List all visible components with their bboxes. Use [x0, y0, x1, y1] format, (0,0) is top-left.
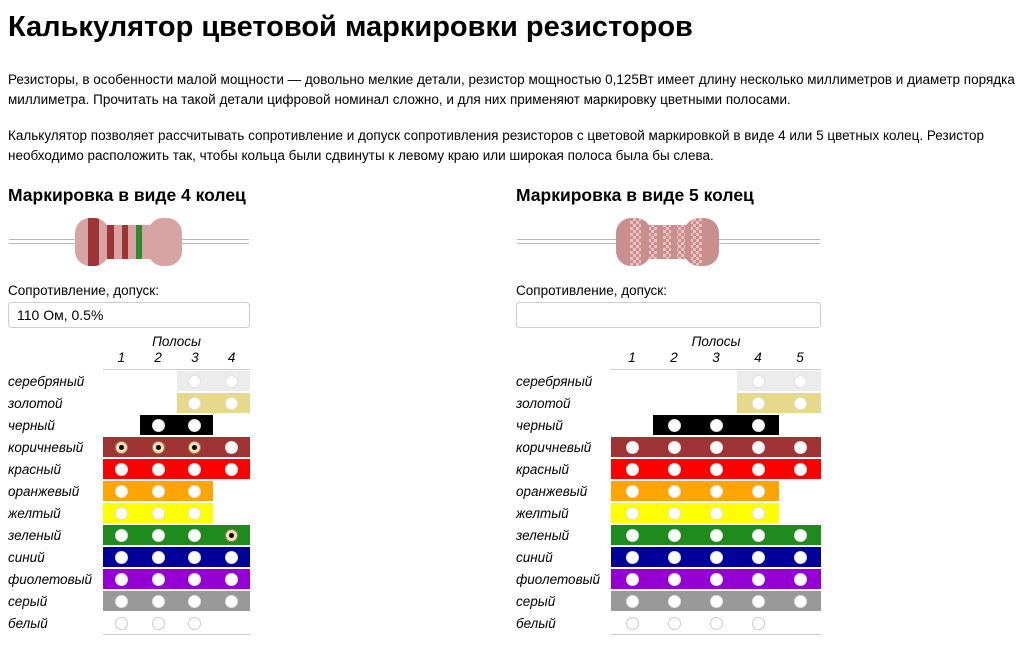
color-row-red: [8, 458, 250, 480]
color-row-gold: [8, 392, 250, 414]
calculators-row: [8, 186, 1024, 635]
color-label-green: зеленый: [516, 527, 570, 543]
band-radio-gray-2[interactable]: [668, 595, 681, 608]
band-radio-gold-3[interactable]: [188, 397, 201, 410]
resistance-label-5: Сопротивление, допуск:: [516, 283, 667, 298]
band-radio-blue-5[interactable]: [794, 551, 807, 564]
band-radio-violet-3[interactable]: [188, 573, 201, 586]
band-radio-red-3[interactable]: [188, 463, 201, 476]
band-radio-white-2[interactable]: [668, 617, 681, 630]
color-label-brown: коричневый: [8, 439, 84, 455]
band-radio-brown-2[interactable]: [152, 441, 165, 454]
color-row-brown: [8, 436, 250, 458]
color-row-white: [8, 612, 250, 634]
band-radio-red-4[interactable]: [225, 463, 238, 476]
band-radio-red-5[interactable]: [794, 463, 807, 476]
color-row-gray: [8, 590, 250, 612]
band-radio-brown-4[interactable]: [752, 441, 765, 454]
color-row-yellow: [8, 502, 250, 524]
intro-paragraph-2: Калькулятор позволяет рассчитывать сопротивление и допуск сопротивления резисторов с цветовой маркировкой в виде 4 или 5 цветных колец. Резистор необходимо расположить так, чтобы кольца были сдвинуты к левому краю или широкая полоса была бы слева.: [8, 128, 985, 163]
band-radio-blue-1[interactable]: [115, 551, 128, 564]
band-radio-gray-4[interactable]: [752, 595, 765, 608]
band-radio-blue-2[interactable]: [668, 551, 681, 564]
color-row-red: [516, 458, 821, 480]
resistor-preview-5-rings: [516, 215, 821, 269]
band-radio-yellow-2[interactable]: [152, 507, 165, 520]
color-row-black: [8, 414, 250, 436]
band-radio-brown-1[interactable]: [115, 441, 128, 454]
band-radio-blue-4[interactable]: [752, 551, 765, 564]
color-row-green: [8, 524, 250, 546]
band-radio-brown-1[interactable]: [626, 441, 639, 454]
color-row-gold: [516, 392, 821, 414]
color-label-gold: золотой: [8, 395, 63, 411]
band-radio-green-3[interactable]: [188, 529, 201, 542]
resistance-input-4[interactable]: [8, 302, 250, 328]
color-row-black: [516, 414, 821, 436]
color-label-black: черный: [8, 417, 55, 433]
band-radio-orange-2[interactable]: [152, 485, 165, 498]
band-radio-blue-4[interactable]: [225, 551, 238, 564]
color-row-blue: [516, 546, 821, 568]
band-radio-gold-4[interactable]: [225, 397, 238, 410]
color-label-violet: фиолетовый: [8, 571, 93, 587]
color-label-orange: оранжевый: [516, 483, 588, 499]
band-radio-gray-4[interactable]: [225, 595, 238, 608]
band-column-header-3: 3: [712, 350, 720, 365]
band-radio-green-4[interactable]: [225, 529, 238, 542]
band-color-table-5: [516, 335, 821, 635]
band-radio-violet-1[interactable]: [626, 573, 639, 586]
band-radio-white-4[interactable]: [752, 617, 765, 630]
band-radio-yellow-4[interactable]: [752, 507, 765, 520]
band-radio-silver-3[interactable]: [188, 375, 201, 388]
band-column-header-2: 2: [154, 350, 162, 365]
color-row-yellow: [516, 502, 821, 524]
band-column-header-1: 1: [117, 350, 126, 365]
band-radio-gray-1[interactable]: [626, 595, 639, 608]
color-row-violet: [8, 568, 250, 590]
band-radio-white-1[interactable]: [115, 617, 128, 630]
band-radio-red-2[interactable]: [152, 463, 165, 476]
band-radio-blue-3[interactable]: [188, 551, 201, 564]
color-label-white: белый: [516, 615, 556, 631]
band-radio-blue-1[interactable]: [626, 551, 639, 564]
band-radio-silver-4[interactable]: [225, 375, 238, 388]
band-radio-gold-5[interactable]: [794, 397, 807, 410]
band-radio-orange-3[interactable]: [188, 485, 201, 498]
color-label-red: красный: [516, 461, 570, 477]
band-radio-red-1[interactable]: [115, 463, 128, 476]
band-radio-green-3[interactable]: [710, 529, 723, 542]
section-title-4-rings: Маркировка в виде 4 колец: [8, 185, 246, 205]
color-label-blue: синий: [8, 549, 45, 565]
color-row-violet: [516, 568, 821, 590]
band-radio-gray-1[interactable]: [115, 595, 128, 608]
band-radio-orange-1[interactable]: [626, 485, 639, 498]
page-title: Калькулятор цветовой маркировки резисторов: [8, 11, 693, 43]
color-row-silver: [8, 370, 250, 392]
band-radio-gray-3[interactable]: [188, 595, 201, 608]
band-radio-green-1[interactable]: [115, 529, 128, 542]
bands-title: Полосы: [691, 334, 741, 349]
color-row-green: [516, 524, 821, 546]
band-radio-brown-3[interactable]: [710, 441, 723, 454]
band-radio-green-2[interactable]: [152, 529, 165, 542]
band-column-header-3: 3: [191, 350, 199, 365]
band-radio-gray-5[interactable]: [794, 595, 807, 608]
band-radio-orange-4[interactable]: [752, 485, 765, 498]
color-row-blue: [8, 546, 250, 568]
band-radio-orange-1[interactable]: [115, 485, 128, 498]
color-label-gray: серый: [516, 593, 556, 609]
color-label-yellow: желтый: [516, 505, 569, 521]
band-radio-silver-5[interactable]: [794, 375, 807, 388]
band-radio-white-3[interactable]: [710, 617, 723, 630]
band-radio-brown-5[interactable]: [794, 441, 807, 454]
color-label-white: белый: [8, 615, 48, 631]
band-radio-blue-2[interactable]: [152, 551, 165, 564]
band-column-header-5: 5: [796, 350, 804, 365]
band-radio-yellow-1[interactable]: [626, 507, 639, 520]
color-label-gray: серый: [8, 593, 48, 609]
band-radio-gold-4[interactable]: [752, 397, 765, 410]
color-label-red: красный: [8, 461, 62, 477]
band-radio-green-5[interactable]: [794, 529, 807, 542]
band-radio-black-2[interactable]: [668, 419, 681, 432]
band-column-header-4: 4: [227, 350, 236, 365]
color-label-yellow: желтый: [8, 505, 61, 521]
band-radio-violet-2[interactable]: [668, 573, 681, 586]
color-label-brown: коричневый: [516, 439, 592, 455]
color-label-green: зеленый: [8, 527, 62, 543]
band-radio-red-1[interactable]: [626, 463, 639, 476]
band-radio-black-3[interactable]: [188, 419, 201, 432]
band-column-header-1: 1: [628, 350, 636, 365]
color-label-black: черный: [516, 417, 563, 433]
band-radio-violet-5[interactable]: [794, 573, 807, 586]
band-radio-yellow-3[interactable]: [188, 507, 201, 520]
color-row-gray: [516, 590, 821, 612]
band-radio-white-2[interactable]: [152, 617, 165, 630]
band-radio-violet-4[interactable]: [225, 573, 238, 586]
color-row-brown: [516, 436, 821, 458]
color-row-white: [516, 612, 821, 634]
color-row-silver: [516, 370, 821, 392]
color-label-silver: серебряный: [8, 373, 85, 389]
color-label-orange: оранжевый: [8, 483, 80, 499]
band-radio-white-3[interactable]: [188, 617, 201, 630]
band-radio-green-2[interactable]: [668, 529, 681, 542]
band-radio-brown-2[interactable]: [668, 441, 681, 454]
color-label-gold: золотой: [516, 395, 571, 411]
color-label-silver: серебряный: [516, 373, 593, 389]
band-radio-red-2[interactable]: [668, 463, 681, 476]
resistance-label-4: Сопротивление, допуск:: [8, 283, 159, 298]
band-radio-green-4[interactable]: [752, 529, 765, 542]
color-row-orange: [516, 480, 821, 502]
band-radio-black-4[interactable]: [752, 419, 765, 432]
band-radio-violet-2[interactable]: [152, 573, 165, 586]
section-title-5-rings: Маркировка в виде 5 колец: [516, 185, 754, 205]
color-row-orange: [8, 480, 250, 502]
resistor-preview-4-rings: [8, 215, 250, 269]
band-radio-gray-2[interactable]: [152, 595, 165, 608]
band-color-table-4: [8, 335, 250, 635]
band-column-header-2: 2: [670, 350, 678, 365]
band-radio-silver-4[interactable]: [752, 375, 765, 388]
band-radio-violet-1[interactable]: [115, 573, 128, 586]
intro-paragraph-1: Резисторы, в особенности малой мощности — довольно мелкие детали, резистор мощностью 0,125Вт имеет длину несколько миллиметров и диаметр порядка миллиметра. Прочитать на такой детали цифровой номинал сложно, и для них применяют маркировку цветными полосами.: [8, 72, 1015, 107]
band-radio-blue-3[interactable]: [710, 551, 723, 564]
band-radio-yellow-2[interactable]: [668, 507, 681, 520]
band-radio-black-2[interactable]: [152, 419, 165, 432]
band-radio-gray-3[interactable]: [710, 595, 723, 608]
five-ring-calculator: [516, 186, 821, 635]
band-radio-violet-3[interactable]: [710, 573, 723, 586]
band-radio-orange-2[interactable]: [668, 485, 681, 498]
band-radio-orange-3[interactable]: [710, 485, 723, 498]
color-label-blue: синий: [516, 549, 553, 565]
band-radio-green-1[interactable]: [626, 529, 639, 542]
resistance-input-5[interactable]: [516, 302, 821, 328]
bands-title: Полосы: [152, 334, 201, 349]
band-radio-brown-4[interactable]: [225, 441, 238, 454]
band-column-header-4: 4: [754, 350, 762, 365]
band-radio-brown-3[interactable]: [188, 441, 201, 454]
band-radio-red-4[interactable]: [752, 463, 765, 476]
band-radio-violet-4[interactable]: [752, 573, 765, 586]
band-radio-white-1[interactable]: [626, 617, 639, 630]
band-radio-black-3[interactable]: [710, 419, 723, 432]
color-label-violet: фиолетовый: [516, 571, 601, 587]
four-ring-calculator: [8, 186, 250, 635]
band-radio-yellow-3[interactable]: [710, 507, 723, 520]
band-radio-yellow-1[interactable]: [115, 507, 128, 520]
band-radio-red-3[interactable]: [710, 463, 723, 476]
